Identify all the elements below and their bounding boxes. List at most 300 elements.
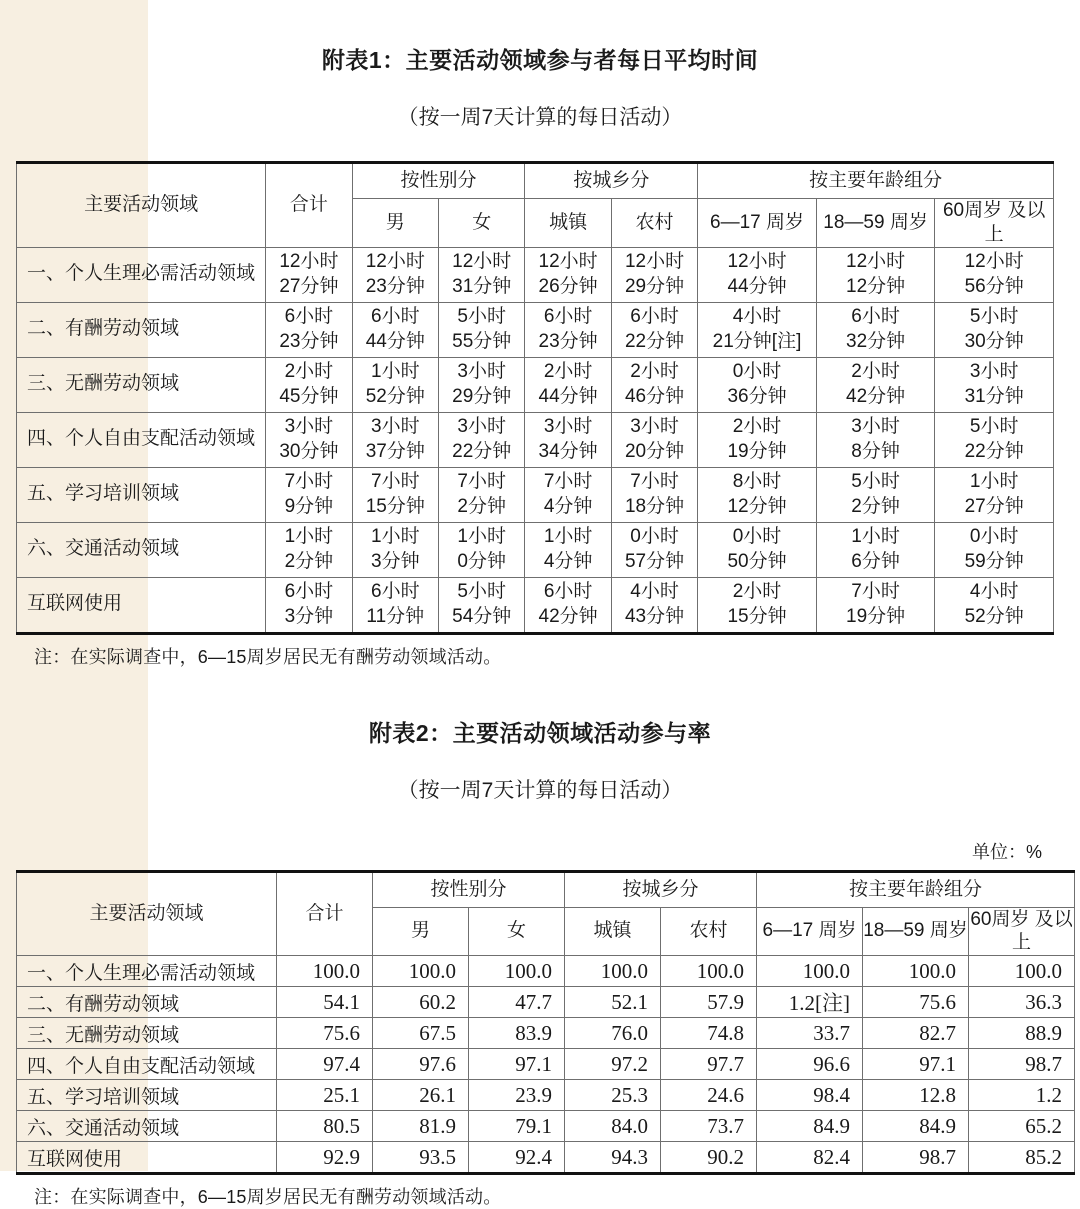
daily-average-time-table — [16, 161, 1054, 635]
table-row — [17, 522, 1054, 577]
cell-minutes: 22分钟 — [612, 330, 697, 355]
cell-hours: 3小时 — [525, 415, 610, 440]
cell-minutes: 46分钟 — [612, 385, 697, 410]
table1-cell — [816, 412, 935, 467]
cell-hours: 12小时 — [525, 250, 610, 275]
cell-hours: 8小时 — [698, 470, 816, 495]
table1-col-rural: 农村 — [611, 199, 697, 248]
cell-minutes: 26分钟 — [525, 275, 610, 300]
table2-cell: 97.4 — [277, 1049, 373, 1080]
cell-minutes: 32分钟 — [817, 330, 935, 355]
table1-row-label: 二、有酬劳动领域 — [17, 302, 266, 357]
table2-cell: 100.0 — [661, 956, 757, 987]
table2-col-urban: 城镇 — [565, 907, 661, 956]
table2-cell: 79.1 — [469, 1111, 565, 1142]
table2-cell: 97.1 — [469, 1049, 565, 1080]
cell-minutes: 36分钟 — [698, 385, 816, 410]
age-18-59-line2: 周岁 — [890, 212, 928, 233]
cell-minutes: 56分钟 — [935, 275, 1053, 300]
cell-hours: 5小时 — [935, 305, 1053, 330]
cell-minutes: 52分钟 — [935, 605, 1053, 630]
table1-cell — [698, 522, 817, 577]
table2-cell: 97.7 — [661, 1049, 757, 1080]
table1-cell — [266, 522, 352, 577]
table2-row-label: 一、个人生理必需活动领域 — [17, 956, 277, 987]
table2-wrapper — [0, 838, 1080, 1209]
table1-cell — [352, 247, 438, 302]
table2-cell: 76.0 — [565, 1018, 661, 1049]
cell-hours: 12小时 — [935, 250, 1053, 275]
table-row — [17, 1018, 1075, 1049]
cell-minutes: 54分钟 — [439, 605, 524, 630]
table2-cell: 12.8 — [863, 1080, 969, 1111]
cell-hours: 5小时 — [935, 415, 1053, 440]
table2-cell: 88.9 — [969, 1018, 1075, 1049]
cell-minutes: 59分钟 — [935, 550, 1053, 575]
table2-cell: 100.0 — [565, 956, 661, 987]
cell-hours: 7小时 — [525, 470, 610, 495]
cell-hours: 7小时 — [612, 470, 697, 495]
table2-col-rural: 农村 — [661, 907, 757, 956]
table1-cell — [525, 247, 611, 302]
table1-row-label: 六、交通活动领域 — [17, 522, 266, 577]
cell-minutes: 20分钟 — [612, 440, 697, 465]
cell-hours: 4小时 — [935, 580, 1053, 605]
table1-cell — [439, 302, 525, 357]
cell-hours: 1小时 — [266, 525, 351, 550]
table2-cell: 100.0 — [277, 956, 373, 987]
cell-minutes: 42分钟 — [817, 385, 935, 410]
table2-cell: 97.2 — [565, 1049, 661, 1080]
table2-col-age-6-17 — [757, 907, 863, 956]
cell-minutes: 0分钟 — [439, 550, 524, 575]
table2-col-total: 合计 — [277, 871, 373, 956]
table2-row-label: 四、个人自由支配活动领域 — [17, 1049, 277, 1080]
table2-cell: 67.5 — [373, 1018, 469, 1049]
table1-note: 注：在实际调查中，6—15周岁居民无有酬劳动领域活动。 — [16, 635, 1064, 669]
table2-body — [17, 956, 1075, 1174]
cell-hours: 2小时 — [698, 580, 816, 605]
table1-cell — [439, 522, 525, 577]
cell-hours: 6小时 — [817, 305, 935, 330]
table2-cell: 84.9 — [757, 1111, 863, 1142]
table2-col-male: 男 — [373, 907, 469, 956]
cell-minutes: 2分钟 — [439, 495, 524, 520]
age-18-59-line2: 周岁 — [930, 920, 968, 941]
cell-hours: 2小时 — [817, 360, 935, 385]
table1-cell — [439, 247, 525, 302]
table1-cell — [816, 522, 935, 577]
table1-cell — [816, 357, 935, 412]
cell-minutes: 12分钟 — [817, 275, 935, 300]
table1-row-label: 互联网使用 — [17, 577, 266, 633]
cell-hours: 3小时 — [612, 415, 697, 440]
cell-hours: 7小时 — [817, 580, 935, 605]
table1-cell — [698, 467, 817, 522]
cell-minutes: 55分钟 — [439, 330, 524, 355]
table2-cell: 24.6 — [661, 1080, 757, 1111]
table2-head — [17, 871, 1075, 956]
table1-cell — [439, 357, 525, 412]
table2-cell: 92.4 — [469, 1142, 565, 1174]
table2-cell: 26.1 — [373, 1080, 469, 1111]
cell-hours: 6小时 — [266, 580, 351, 605]
cell-hours: 12小时 — [353, 250, 438, 275]
table2-title: 附表2：主要活动领域活动参与率 — [0, 669, 1080, 748]
cell-hours: 1小时 — [935, 470, 1053, 495]
table1-cell — [266, 302, 352, 357]
cell-minutes: 23分钟 — [525, 330, 610, 355]
table1-group-sex: 按性别分 — [352, 163, 525, 199]
cell-hours: 2小时 — [698, 415, 816, 440]
cell-hours: 6小时 — [266, 305, 351, 330]
age-18-59-line1: 18—59 — [863, 920, 924, 941]
table1-body — [17, 247, 1054, 633]
cell-minutes: 4分钟 — [525, 495, 610, 520]
table2-cell: 1.2 — [969, 1080, 1075, 1111]
table2-cell: 25.1 — [277, 1080, 373, 1111]
cell-hours: 1小时 — [353, 360, 438, 385]
table1-row-label: 四、个人自由支配活动领域 — [17, 412, 266, 467]
cell-minutes: 31分钟 — [439, 275, 524, 300]
table2-cell: 97.6 — [373, 1049, 469, 1080]
table1-cell — [352, 522, 438, 577]
table2-cell: 85.2 — [969, 1142, 1075, 1174]
table1-col-age-60-plus — [935, 199, 1054, 248]
table1-cell — [698, 357, 817, 412]
table2-row-label: 五、学习培训领域 — [17, 1080, 277, 1111]
table-row — [17, 1111, 1075, 1142]
table-row — [17, 577, 1054, 633]
table1-wrapper — [0, 161, 1080, 669]
cell-minutes: 27分钟 — [266, 275, 351, 300]
cell-minutes: 6分钟 — [817, 550, 935, 575]
cell-minutes: 2分钟 — [266, 550, 351, 575]
cell-hours: 4小时 — [698, 305, 816, 330]
cell-minutes: 44分钟 — [353, 330, 438, 355]
cell-minutes: 21分钟[注] — [698, 330, 816, 355]
table2-cell: 84.0 — [565, 1111, 661, 1142]
table2-cell: 97.1 — [863, 1049, 969, 1080]
table1-cell — [935, 357, 1054, 412]
cell-hours: 1小时 — [439, 525, 524, 550]
table2-cell: 54.1 — [277, 987, 373, 1018]
cell-minutes: 37分钟 — [353, 440, 438, 465]
table2-cell: 100.0 — [863, 956, 969, 987]
table1-cell — [611, 302, 697, 357]
table1-cell — [611, 577, 697, 633]
table-row — [17, 302, 1054, 357]
cell-hours: 6小时 — [353, 580, 438, 605]
table1-cell — [266, 412, 352, 467]
table1-cell — [816, 467, 935, 522]
cell-hours: 4小时 — [612, 580, 697, 605]
table1-cell — [525, 522, 611, 577]
table-row — [17, 357, 1054, 412]
cell-minutes: 45分钟 — [266, 385, 351, 410]
cell-minutes: 22分钟 — [439, 440, 524, 465]
cell-hours: 6小时 — [612, 305, 697, 330]
table1-cell — [935, 412, 1054, 467]
cell-hours: 5小时 — [439, 305, 524, 330]
table1-row-label: 五、学习培训领域 — [17, 467, 266, 522]
cell-minutes: 15分钟 — [353, 495, 438, 520]
table1-cell — [525, 467, 611, 522]
table2-note: 注：在实际调查中，6—15周岁居民无有酬劳动领域活动。 — [16, 1175, 1064, 1209]
cell-hours: 1小时 — [525, 525, 610, 550]
table1-cell — [525, 577, 611, 633]
table2-subtitle: （按一周7天计算的每日活动） — [0, 748, 1080, 804]
table1-cell — [266, 467, 352, 522]
age-6-17-line1: 6—17 — [763, 920, 814, 941]
table1-cell — [266, 577, 352, 633]
table2-cell: 75.6 — [863, 987, 969, 1018]
table2-unit-label: 单位：% — [16, 838, 1064, 870]
cell-hours: 5小时 — [817, 470, 935, 495]
table1-cell — [611, 412, 697, 467]
table1-title: 附表1：主要活动领域参与者每日平均时间 — [0, 0, 1080, 75]
table2-cell: 96.6 — [757, 1049, 863, 1080]
table1-cell — [935, 522, 1054, 577]
table1-cell — [611, 467, 697, 522]
table1-subtitle: （按一周7天计算的每日活动） — [0, 75, 1080, 131]
table1-col-female: 女 — [439, 199, 525, 248]
table1-row-label: 三、无酬劳动领域 — [17, 357, 266, 412]
table-row — [17, 412, 1054, 467]
table2-row-label: 二、有酬劳动领域 — [17, 987, 277, 1018]
cell-hours: 2小时 — [612, 360, 697, 385]
table-row — [17, 956, 1075, 987]
table2-cell: 74.8 — [661, 1018, 757, 1049]
table1-cell — [611, 522, 697, 577]
cell-hours: 12小时 — [817, 250, 935, 275]
table2-cell: 83.9 — [469, 1018, 565, 1049]
table1-cell — [266, 357, 352, 412]
age-60-line1: 60周岁 — [943, 200, 1002, 221]
cell-minutes: 31分钟 — [935, 385, 1053, 410]
table1-cell — [439, 467, 525, 522]
table1-cell — [698, 412, 817, 467]
table2-group-sex: 按性别分 — [373, 871, 565, 907]
cell-hours: 7小时 — [439, 470, 524, 495]
table2-group-age: 按主要年龄组分 — [757, 871, 1075, 907]
table2-cell: 80.5 — [277, 1111, 373, 1142]
cell-minutes: 19分钟 — [817, 605, 935, 630]
table2-col-age-18-59 — [863, 907, 969, 956]
age-60-line2: 及以上 — [1012, 909, 1073, 954]
table2-cell: 94.3 — [565, 1142, 661, 1174]
table1-cell — [352, 302, 438, 357]
table2-cell: 25.3 — [565, 1080, 661, 1111]
cell-minutes: 18分钟 — [612, 495, 697, 520]
table-row — [17, 1049, 1075, 1080]
table2-cell: 90.2 — [661, 1142, 757, 1174]
table1-group-region: 按城乡分 — [525, 163, 698, 199]
table2-cell: 82.4 — [757, 1142, 863, 1174]
cell-minutes: 52分钟 — [353, 385, 438, 410]
table2-cell: 100.0 — [969, 956, 1075, 987]
cell-hours: 3小时 — [353, 415, 438, 440]
age-60-line1: 60周岁 — [970, 909, 1029, 930]
table2-cell: 100.0 — [373, 956, 469, 987]
table1-row-label: 一、个人生理必需活动领域 — [17, 247, 266, 302]
cell-minutes: 43分钟 — [612, 605, 697, 630]
table1-cell — [352, 357, 438, 412]
table1-col-male: 男 — [352, 199, 438, 248]
cell-hours: 2小时 — [266, 360, 351, 385]
table2-row-label: 六、交通活动领域 — [17, 1111, 277, 1142]
cell-hours: 1小时 — [353, 525, 438, 550]
table2-row-label: 互联网使用 — [17, 1142, 277, 1174]
table1-cell — [439, 577, 525, 633]
cell-hours: 0小时 — [698, 525, 816, 550]
cell-hours: 7小时 — [353, 470, 438, 495]
cell-hours: 2小时 — [525, 360, 610, 385]
cell-minutes: 44分钟 — [698, 275, 816, 300]
cell-hours: 6小时 — [525, 305, 610, 330]
table2-group-region: 按城乡分 — [565, 871, 757, 907]
table-row — [17, 1080, 1075, 1111]
cell-minutes: 50分钟 — [698, 550, 816, 575]
cell-hours: 1小时 — [817, 525, 935, 550]
table1-cell — [935, 467, 1054, 522]
cell-hours: 7小时 — [266, 470, 351, 495]
table2-cell: 100.0 — [757, 956, 863, 987]
cell-hours: 3小时 — [817, 415, 935, 440]
table2-cell: 23.9 — [469, 1080, 565, 1111]
table2-col-activity-domain: 主要活动领域 — [17, 871, 277, 956]
cell-hours: 12小时 — [612, 250, 697, 275]
table1-col-activity-domain: 主要活动领域 — [17, 163, 266, 248]
cell-hours: 3小时 — [439, 360, 524, 385]
cell-minutes: 57分钟 — [612, 550, 697, 575]
table1-cell — [266, 247, 352, 302]
age-6-17-line1: 6—17 — [710, 212, 761, 233]
table-row — [17, 987, 1075, 1018]
cell-minutes: 12分钟 — [698, 495, 816, 520]
table2-cell: 98.7 — [863, 1142, 969, 1174]
table2-col-age-60-plus — [969, 907, 1075, 956]
table1-cell — [816, 247, 935, 302]
cell-hours: 12小时 — [439, 250, 524, 275]
cell-hours: 0小时 — [612, 525, 697, 550]
cell-hours: 12小时 — [698, 250, 816, 275]
cell-minutes: 11分钟 — [353, 605, 438, 630]
table2-cell: 98.4 — [757, 1080, 863, 1111]
cell-minutes: 44分钟 — [525, 385, 610, 410]
table1-cell — [816, 577, 935, 633]
table2-col-female: 女 — [469, 907, 565, 956]
cell-hours: 6小时 — [353, 305, 438, 330]
cell-minutes: 8分钟 — [817, 440, 935, 465]
cell-minutes: 29分钟 — [439, 385, 524, 410]
cell-minutes: 4分钟 — [525, 550, 610, 575]
cell-hours: 3小时 — [935, 360, 1053, 385]
table2-cell: 65.2 — [969, 1111, 1075, 1142]
table-row — [17, 1142, 1075, 1174]
table1-cell — [698, 302, 817, 357]
table2-cell: 84.9 — [863, 1111, 969, 1142]
table2-cell: 57.9 — [661, 987, 757, 1018]
age-6-17-line2: 周岁 — [819, 920, 857, 941]
table1-cell — [525, 412, 611, 467]
cell-hours: 12小时 — [266, 250, 351, 275]
cell-minutes: 27分钟 — [935, 495, 1053, 520]
cell-minutes: 2分钟 — [817, 495, 935, 520]
table2-cell: 98.7 — [969, 1049, 1075, 1080]
table2-cell: 1.2[注] — [757, 987, 863, 1018]
table2-cell: 75.6 — [277, 1018, 373, 1049]
table1-cell — [352, 412, 438, 467]
table1-cell — [698, 247, 817, 302]
cell-minutes: 23分钟 — [266, 330, 351, 355]
cell-hours: 6小时 — [525, 580, 610, 605]
table2-header-row-1 — [17, 871, 1075, 907]
cell-minutes: 23分钟 — [353, 275, 438, 300]
table1-col-urban: 城镇 — [525, 199, 611, 248]
cell-hours: 0小时 — [698, 360, 816, 385]
cell-minutes: 30分钟 — [266, 440, 351, 465]
table1-col-age-6-17 — [698, 199, 817, 248]
table2-cell: 93.5 — [373, 1142, 469, 1174]
table2-cell: 52.1 — [565, 987, 661, 1018]
table1-cell — [935, 247, 1054, 302]
table1-cell — [816, 302, 935, 357]
table1-cell — [525, 302, 611, 357]
cell-minutes: 42分钟 — [525, 605, 610, 630]
table2-cell: 82.7 — [863, 1018, 969, 1049]
table2-cell: 47.7 — [469, 987, 565, 1018]
table2-cell: 73.7 — [661, 1111, 757, 1142]
cell-minutes: 15分钟 — [698, 605, 816, 630]
table1-group-age: 按主要年龄组分 — [698, 163, 1054, 199]
cell-minutes: 19分钟 — [698, 440, 816, 465]
table-row — [17, 247, 1054, 302]
cell-minutes: 3分钟 — [266, 605, 351, 630]
table2-cell: 92.9 — [277, 1142, 373, 1174]
table2-row-label: 三、无酬劳动领域 — [17, 1018, 277, 1049]
cell-minutes: 22分钟 — [935, 440, 1053, 465]
table2-cell: 81.9 — [373, 1111, 469, 1142]
table1-header-row-1 — [17, 163, 1054, 199]
table1-col-age-18-59 — [816, 199, 935, 248]
table1-cell — [352, 467, 438, 522]
table2-cell: 60.2 — [373, 987, 469, 1018]
table1-head — [17, 163, 1054, 248]
table1-cell — [525, 357, 611, 412]
cell-minutes: 29分钟 — [612, 275, 697, 300]
age-6-17-line2: 周岁 — [766, 212, 804, 233]
cell-minutes: 3分钟 — [353, 550, 438, 575]
table2-cell: 33.7 — [757, 1018, 863, 1049]
cell-minutes: 34分钟 — [525, 440, 610, 465]
table1-cell — [698, 577, 817, 633]
table1-col-total: 合计 — [266, 163, 352, 248]
table2-cell: 36.3 — [969, 987, 1075, 1018]
table1-cell — [611, 247, 697, 302]
table1-cell — [935, 302, 1054, 357]
cell-hours: 0小时 — [935, 525, 1053, 550]
cell-minutes: 30分钟 — [935, 330, 1053, 355]
participation-rate-table — [16, 870, 1075, 1176]
table1-cell — [439, 412, 525, 467]
table1-cell — [611, 357, 697, 412]
age-60-line2: 及以上 — [985, 200, 1046, 245]
table1-cell — [935, 577, 1054, 633]
cell-hours: 3小时 — [266, 415, 351, 440]
cell-hours: 5小时 — [439, 580, 524, 605]
cell-hours: 3小时 — [439, 415, 524, 440]
